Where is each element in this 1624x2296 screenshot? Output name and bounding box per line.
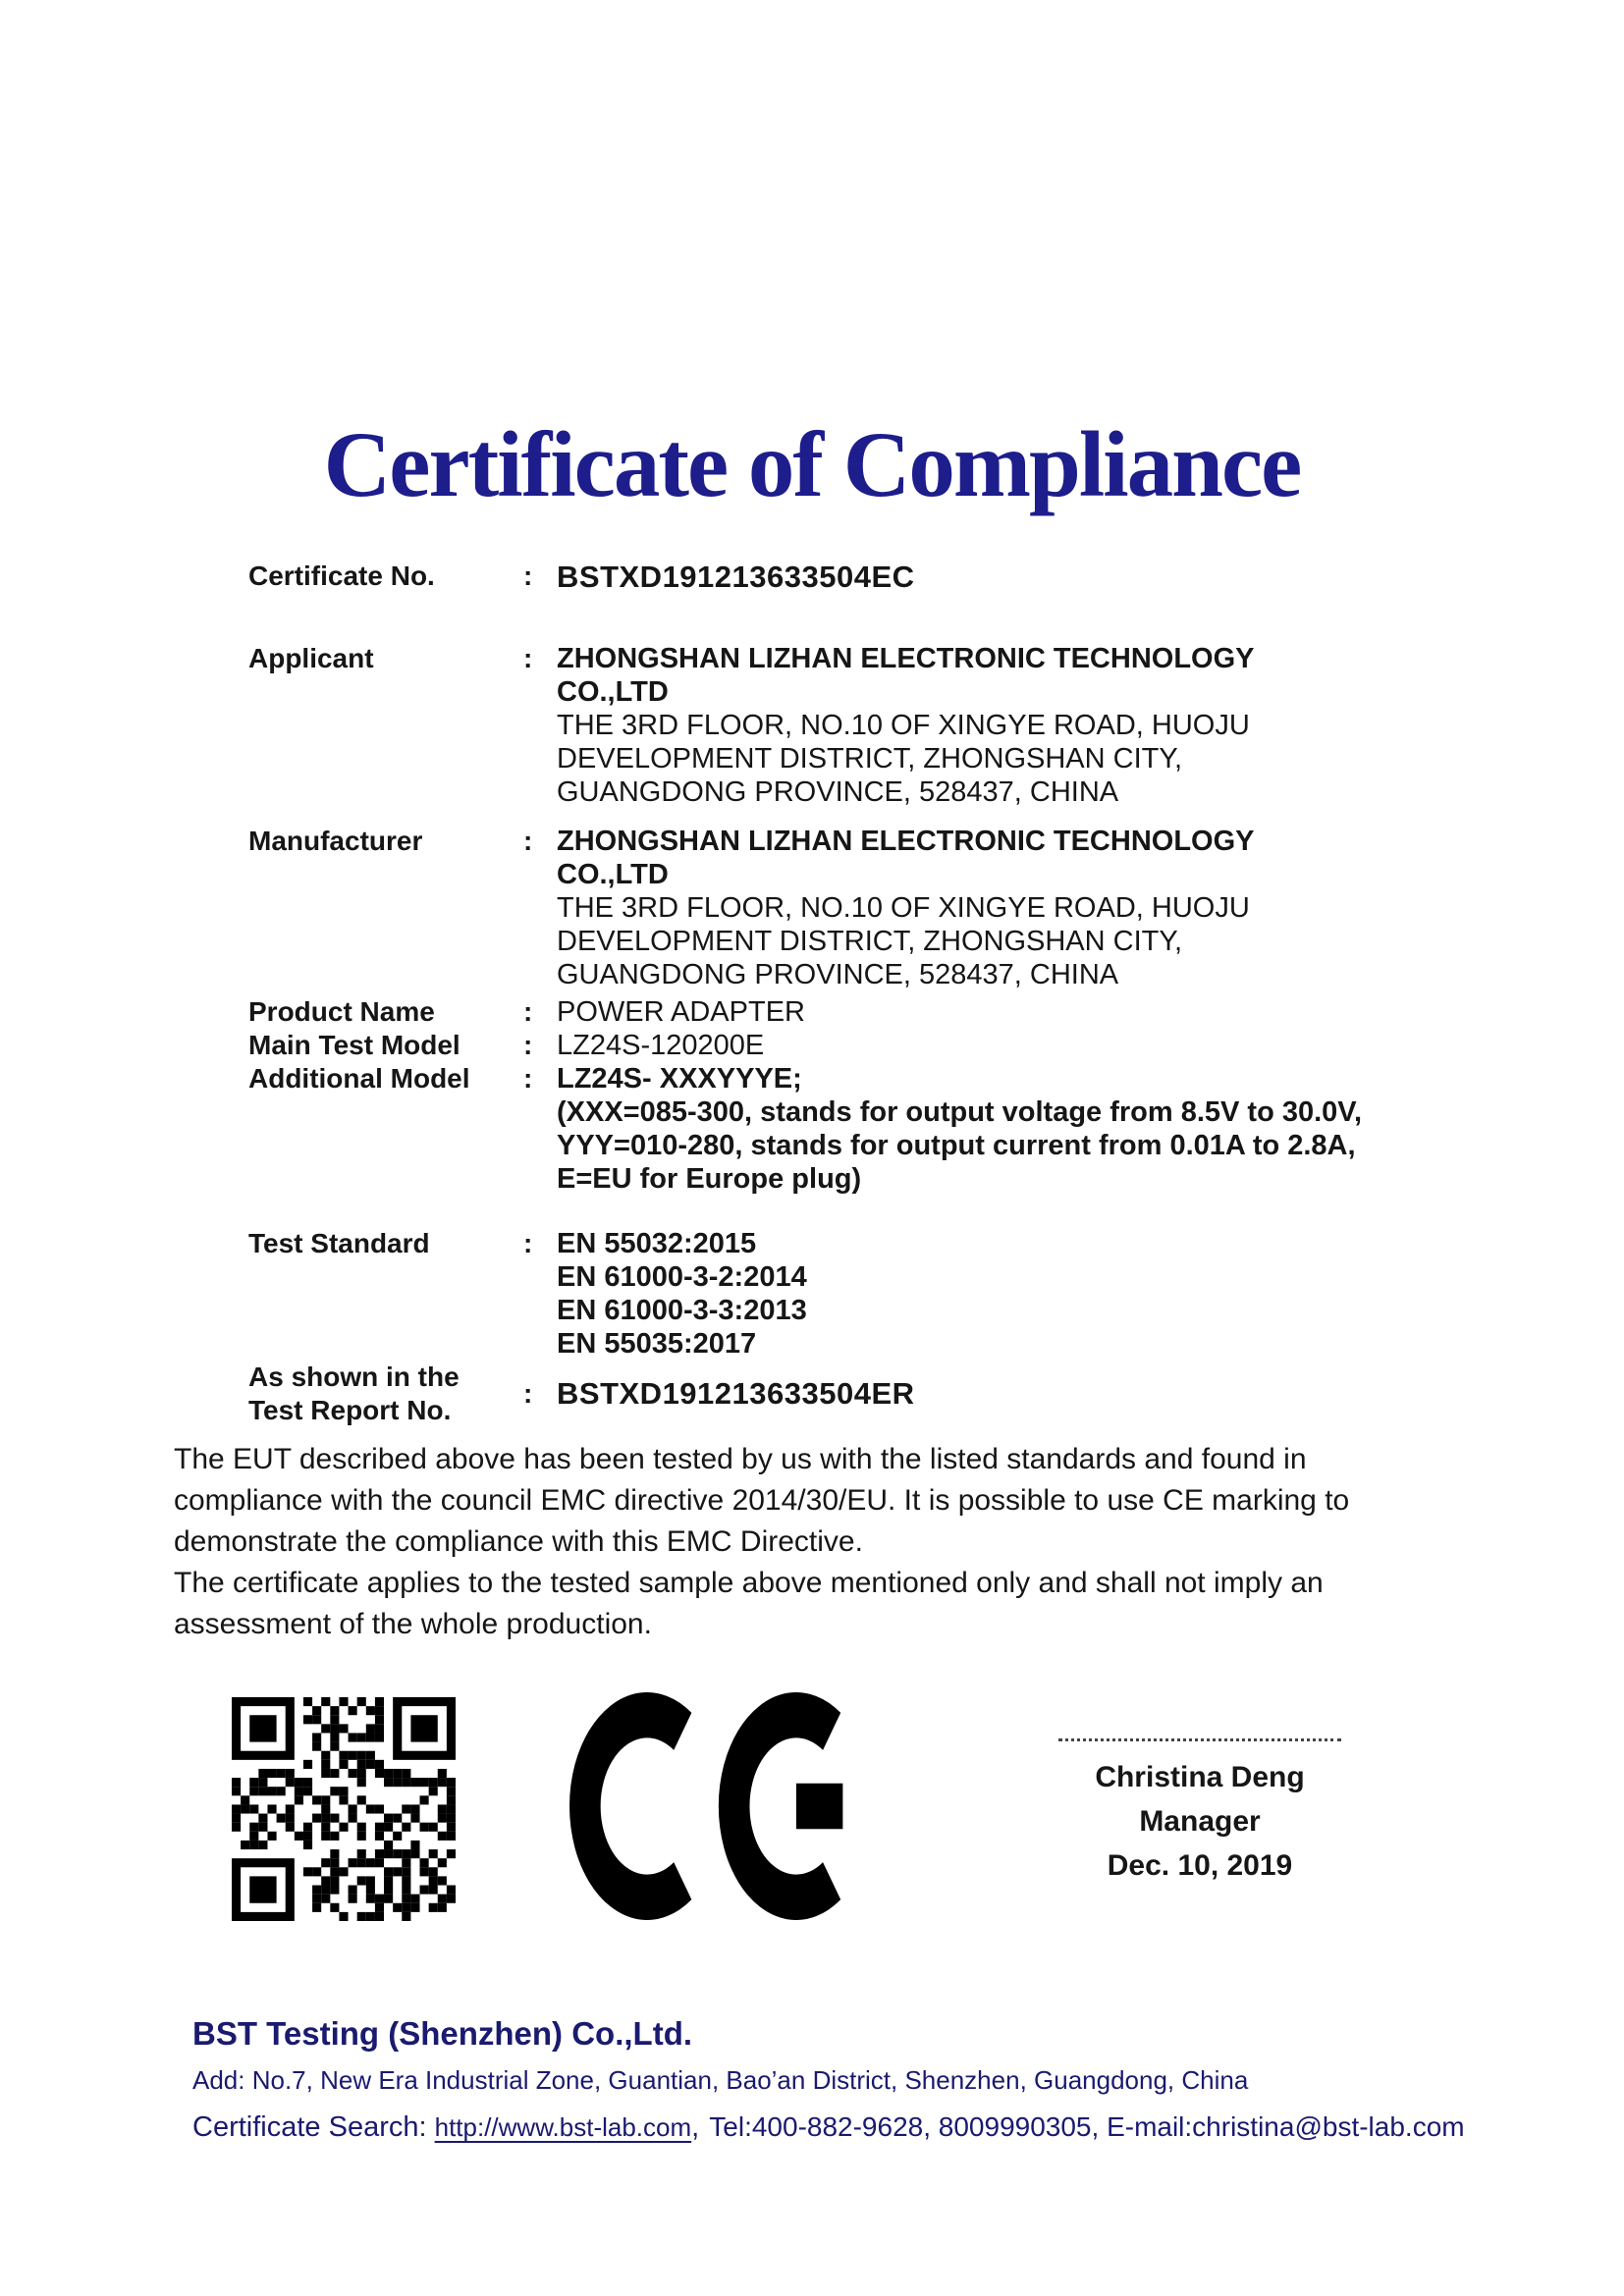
field-label: Test Standard	[248, 1228, 430, 1258]
field-label-line: Test Report No.	[248, 1395, 452, 1425]
field-value	[557, 825, 1255, 991]
field-main-test-model	[248, 1029, 1362, 1062]
field-separator: :	[523, 561, 533, 591]
field-label: Additional Model	[248, 1063, 470, 1094]
test-standard-line: EN 55032:2015	[557, 1228, 757, 1259]
field-label: Manufacturer	[248, 826, 423, 856]
field-additional-model	[248, 1062, 1362, 1196]
lab-address: Add: No.7, New Era Industrial Zone, Guantian, Bao’an District, Shenzhen, Guangdong, China	[192, 2065, 1249, 2095]
field-certificate-no	[248, 560, 1362, 595]
applicant-name-line: ZHONGSHAN LIZHAN ELECTRONIC TECHNOLOGY	[557, 643, 1255, 674]
statement-paragraph-2: The certificate applies to the tested sample above mentioned only and shall not imply an assessment of the whole production.	[174, 1567, 1324, 1640]
field-separator: :	[523, 996, 533, 1027]
manufacturer-address-line: DEVELOPMENT DISTRICT, ZHONGSHAN CITY,	[557, 926, 1183, 957]
field-separator: :	[523, 1030, 533, 1060]
manufacturer-address-line: THE 3RD FLOOR, NO.10 OF XINGYE ROAD, HUOJU	[557, 892, 1250, 924]
page-title: Certificate of Compliance	[323, 412, 1301, 516]
field-label-line: As shown in the	[248, 1362, 460, 1392]
applicant-name-line: CO.,LTD	[557, 676, 669, 708]
manufacturer-name-line: CO.,LTD	[557, 859, 669, 890]
manufacturer-name-line: ZHONGSHAN LIZHAN ELECTRONIC TECHNOLOGY	[557, 826, 1255, 857]
certificate-fields	[248, 560, 1362, 1427]
field-value: POWER ADAPTER	[557, 996, 805, 1028]
manufacturer-address-line: GUANGDONG PROVINCE, 528437, CHINA	[557, 959, 1119, 990]
lab-footer	[192, 2014, 1465, 2144]
test-standard-line: EN 61000-3-3:2013	[557, 1295, 807, 1326]
applicant-address-line: GUANGDONG PROVINCE, 528437, CHINA	[557, 776, 1119, 808]
field-test-standard	[248, 1227, 1362, 1361]
additional-model-note-line: E=EU for Europe plug)	[557, 1163, 862, 1195]
field-value	[557, 642, 1255, 809]
lab-contact-info: Tel:400-882-9628, 8009990305, E-mail:christina@bst-lab.com	[709, 2111, 1465, 2142]
certificate-search-link[interactable]: http://www.bst-lab.com	[434, 2112, 692, 2142]
field-separator: :	[523, 1378, 533, 1409]
signatory-role: Manager	[1139, 1805, 1261, 1838]
field-manufacturer	[248, 825, 1362, 991]
additional-model-note-line: (XXX=085-300, stands for output voltage from 8.5V to 30.0V,	[557, 1096, 1363, 1128]
field-applicant	[248, 642, 1362, 809]
certificate-search-line	[192, 2110, 1465, 2144]
additional-model-note-line: YYY=010-280, stands for output current from 0.01A to 2.8A,	[557, 1130, 1356, 1161]
signature-dotted-line	[1058, 1716, 1341, 1741]
field-separator: :	[523, 826, 533, 856]
field-separator: :	[523, 1063, 533, 1094]
field-product-name	[248, 995, 1362, 1029]
field-value	[557, 1227, 807, 1361]
statement-text	[174, 1439, 1419, 1645]
statement-paragraph-1: The EUT described above has been tested by us with the listed standards and found in compliance with the council EMC directive 2014/30/EU. It is possible to use CE marking to demonstrate the compliance with this EMC Directive.	[174, 1443, 1350, 1558]
qr-code-icon	[232, 1697, 456, 1921]
ce-mark-icon	[569, 1692, 874, 1920]
field-label: Product Name	[248, 996, 435, 1027]
field-value: BSTXD191213633504EC	[557, 560, 915, 594]
certificate-search-label: Certificate Search:	[192, 2111, 427, 2143]
search-separator: ,	[691, 2111, 702, 2143]
field-label: Certificate No.	[248, 561, 435, 591]
field-label	[248, 1361, 523, 1427]
field-label: Main Test Model	[248, 1030, 460, 1060]
signatory-name: Christina Deng	[1095, 1761, 1305, 1793]
signature-date: Dec. 10, 2019	[1107, 1849, 1293, 1882]
field-value: BSTXD191213633504ER	[557, 1376, 915, 1411]
field-separator: :	[523, 643, 533, 673]
lab-name: BST Testing (Shenzhen) Co.,Ltd.	[192, 2015, 693, 2052]
signature-block	[1053, 1716, 1347, 1888]
field-value	[557, 1062, 1362, 1196]
field-label: Applicant	[248, 643, 374, 673]
applicant-address-line: DEVELOPMENT DISTRICT, ZHONGSHAN CITY,	[557, 743, 1183, 774]
field-value: LZ24S-120200E	[557, 1030, 765, 1061]
test-standard-line: EN 61000-3-2:2014	[557, 1261, 807, 1293]
field-test-report-no	[248, 1361, 1362, 1427]
field-separator: :	[523, 1228, 533, 1258]
test-standard-line: EN 55035:2017	[557, 1328, 757, 1360]
additional-model-value: LZ24S- XXXYYYE;	[557, 1063, 802, 1095]
applicant-address-line: THE 3RD FLOOR, NO.10 OF XINGYE ROAD, HUOJU	[557, 710, 1250, 741]
